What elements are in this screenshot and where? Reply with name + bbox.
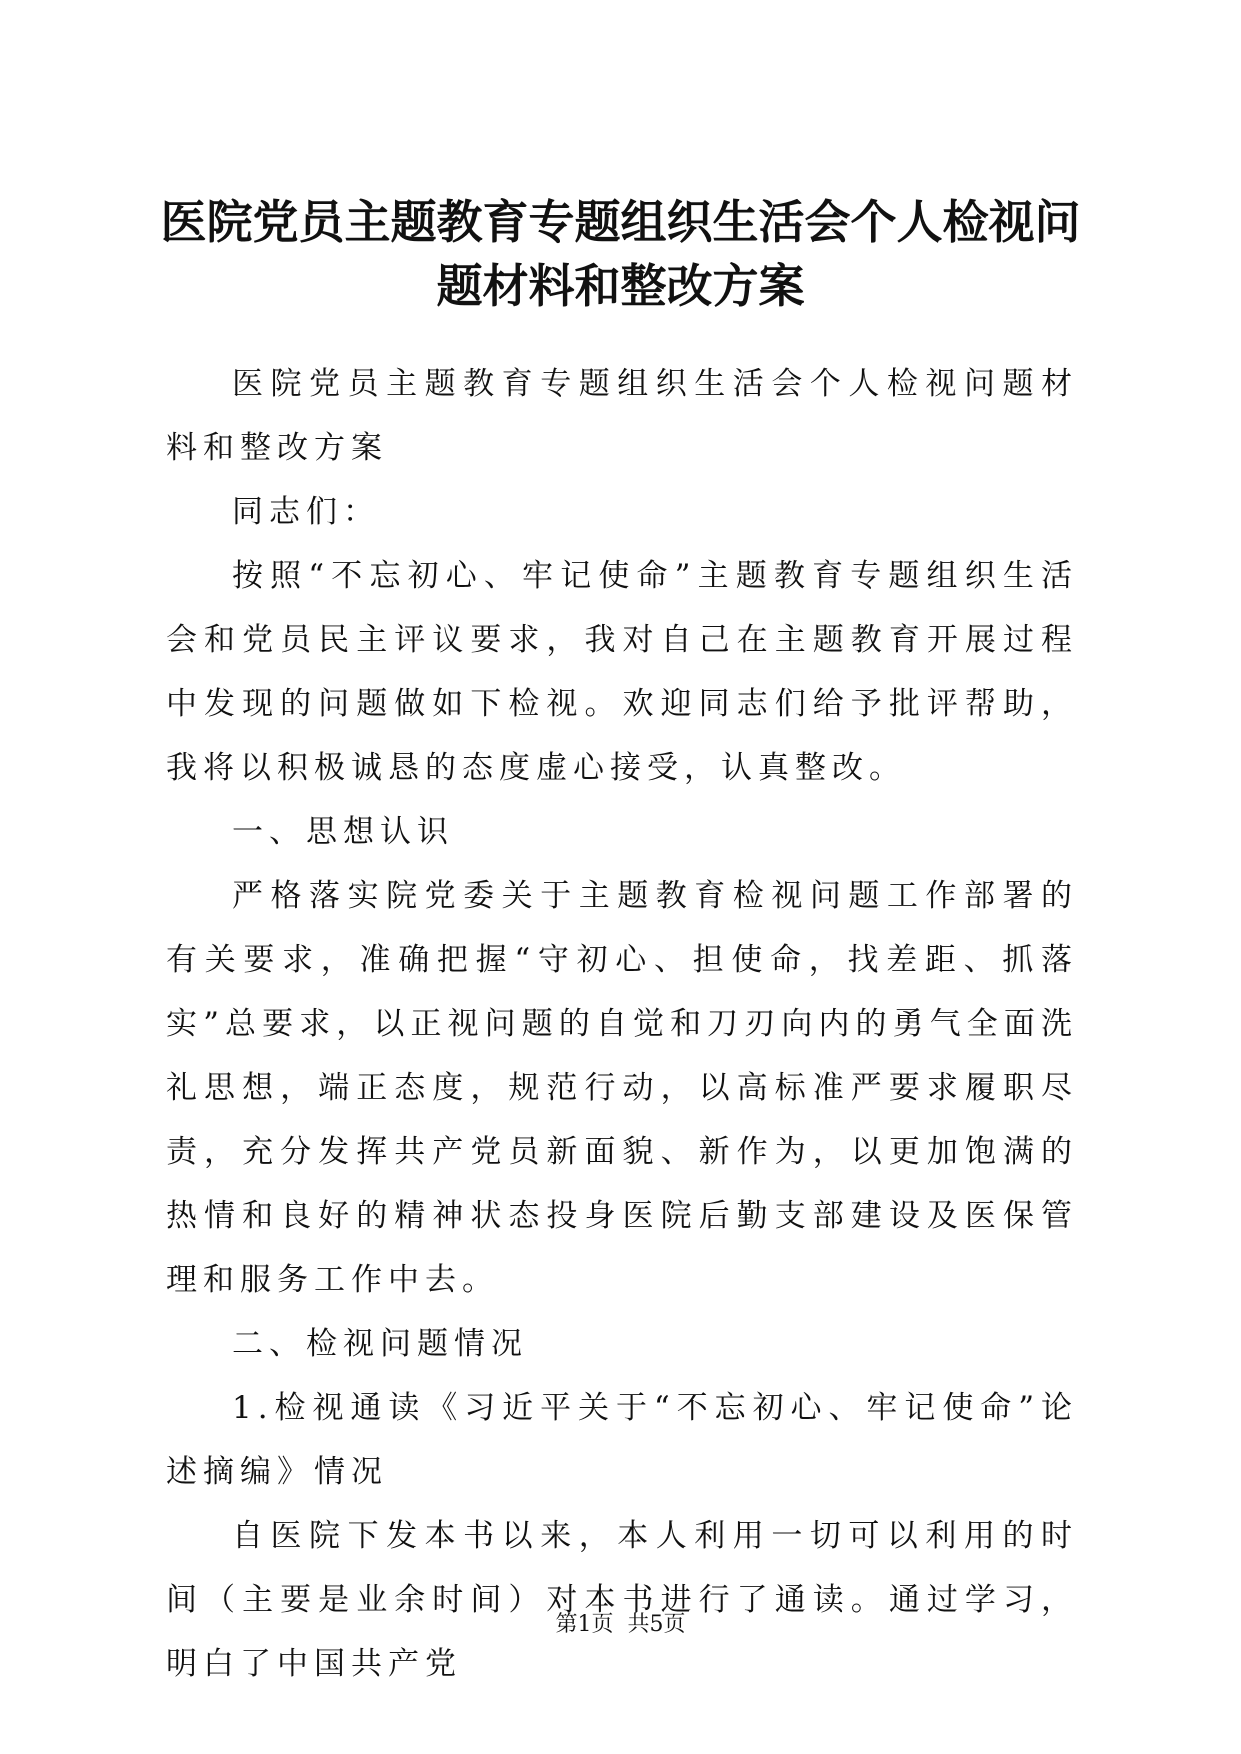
paragraph-reading: 自医院下发本书以来，本人利用一切可以利用的时间（主要是业余时间）对本书进行了通读。通过学习，明白了中国共产党 <box>166 1518 1078 1682</box>
document-title: 医院党员主题教育专题组织生活会个人检视问题材料和整改方案 <box>160 195 1081 313</box>
paragraph-salutation: 同志们： <box>232 494 380 530</box>
document-body <box>166 352 1078 1696</box>
section-heading-2: 二、检视问题情况 <box>232 1326 528 1362</box>
paragraph-title-repeat: 医院党员主题教育专题组织生活会个人检视问题材料和整改方案 <box>166 366 1078 466</box>
subsection-heading-1: 1.检视通读《习近平关于“不忘初心、牢记使命”论述摘编》情况 <box>166 1390 1078 1490</box>
page-number-total: 共5页 <box>627 1612 686 1637</box>
page-footer <box>0 1610 1241 1640</box>
paragraph-intro: 按照“不忘初心、牢记使命”主题教育专题组织生活会和党员民主评议要求，我对自己在主题教育开展过程中发现的问题做如下检视。欢迎同志们给予批评帮助，我将以积极诚恳的态度虚心接受，认真整改。 <box>166 558 1078 786</box>
paragraph-thinking: 严格落实院党委关于主题教育检视问题工作部署的有关要求，准确把握“守初心、担使命，找差距、抓落实”总要求，以正视问题的自觉和刀刃向内的勇气全面洗礼思想，端正态度，规范行动，以高标准严要求履职尽责，充分发挥共产党员新面貌、新作为，以更加饱满的热情和良好的精神状态投身医院后勤支部建设及医保管理和服务工作中去。 <box>166 878 1078 1298</box>
page-number-current: 第1页 <box>555 1612 614 1637</box>
section-heading-1: 一、思想认识 <box>232 814 454 850</box>
